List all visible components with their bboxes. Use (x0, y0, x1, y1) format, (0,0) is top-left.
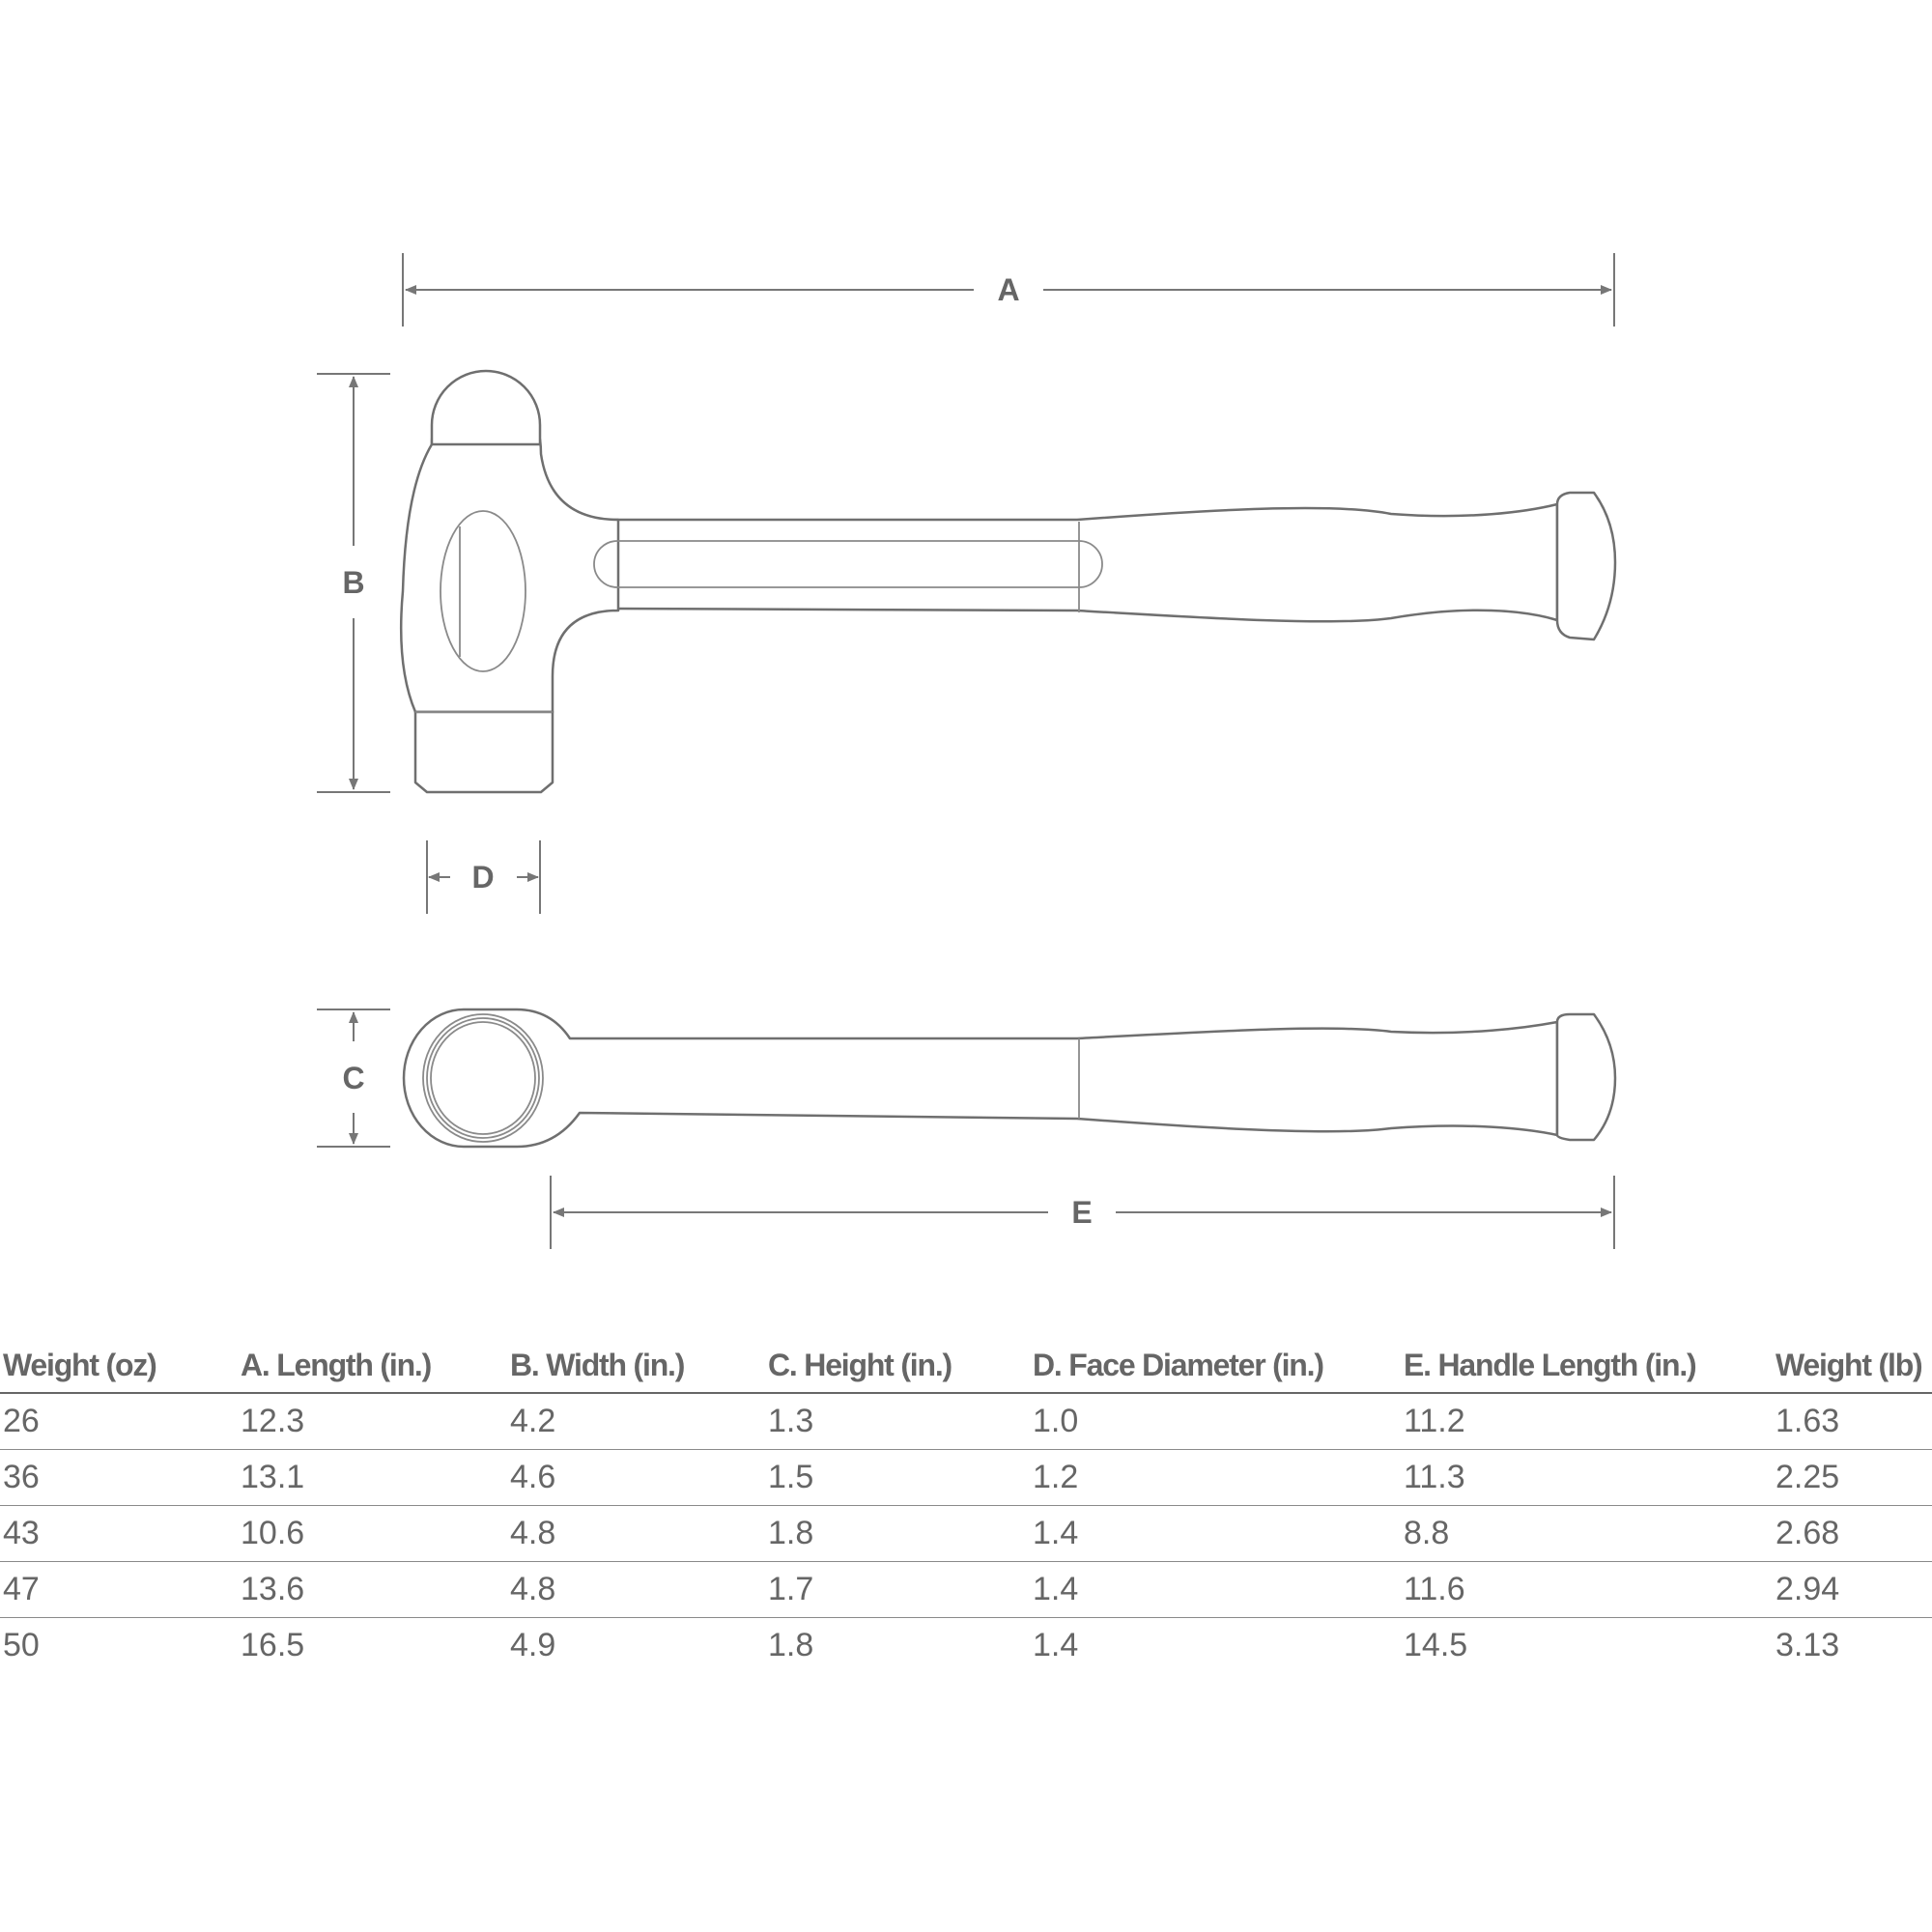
dimension-e-label: E (1071, 1195, 1093, 1230)
table-cell: 1.8 (768, 1627, 814, 1663)
hammer-top-view (404, 1009, 1615, 1147)
table-cell: 4.2 (507, 1393, 765, 1450)
table-row (0, 1562, 1932, 1618)
table-cell: 3.13 (1776, 1627, 1840, 1663)
table-cell: 16.5 (241, 1627, 305, 1663)
table-cell: 43 (0, 1506, 238, 1562)
table-cell: 1.3 (765, 1393, 1030, 1450)
table-cell: 36 (0, 1450, 238, 1506)
table-cell: 14.5 (1404, 1627, 1468, 1663)
table-cell: 1.63 (1773, 1393, 1932, 1450)
table-cell: 8.8 (1401, 1506, 1773, 1562)
table-cell: 2.25 (1773, 1450, 1932, 1506)
dimension-a (403, 253, 1614, 327)
table-cell: 11.6 (1401, 1562, 1773, 1618)
header-weight-lb: Weight (lb) (1773, 1338, 1932, 1393)
dimension-b-label: B (342, 565, 365, 600)
table-cell: 13.1 (238, 1450, 507, 1506)
table-cell: 4.9 (510, 1627, 556, 1663)
table-cell: 10.6 (238, 1506, 507, 1562)
table-cell: 11.3 (1401, 1450, 1773, 1506)
table-row (0, 1618, 1932, 1674)
table-cell: 1.4 (1033, 1627, 1079, 1663)
table-cell: 26 (0, 1393, 238, 1450)
table-cell: 12.3 (238, 1393, 507, 1450)
table-cell: 1.0 (1030, 1393, 1401, 1450)
table-row (0, 1506, 1932, 1562)
header-height: C. Height (in.) (765, 1338, 1030, 1393)
table-cell: 1.8 (765, 1506, 1030, 1562)
header-face-diameter: D. Face Diameter (in.) (1030, 1338, 1401, 1393)
table-cell: 4.8 (507, 1562, 765, 1618)
dimension-d-label: D (471, 860, 495, 895)
table-cell: 1.4 (1030, 1506, 1401, 1562)
dimension-e (551, 1176, 1614, 1249)
hammer-side-view (401, 371, 1615, 792)
dimension-b (317, 374, 390, 792)
specifications-table (0, 1338, 1932, 1673)
table-row (0, 1393, 1932, 1450)
header-width: B. Width (in.) (507, 1338, 765, 1393)
table-cell: 11.2 (1401, 1393, 1773, 1450)
table-cell: 1.7 (765, 1562, 1030, 1618)
dimension-c-label: C (342, 1061, 365, 1095)
header-length: A. Length (in.) (238, 1338, 507, 1393)
table-cell: 47 (0, 1562, 238, 1618)
table-cell: 13.6 (238, 1562, 507, 1618)
table-header-row (0, 1338, 1932, 1393)
table-cell: 1.4 (1030, 1562, 1401, 1618)
header-weight-oz: Weight (oz) (0, 1338, 238, 1393)
dimension-d (427, 840, 540, 914)
dimension-a-label: A (997, 272, 1020, 307)
table-row (0, 1450, 1932, 1506)
dimension-c (317, 1009, 390, 1147)
table-cell: 4.6 (507, 1450, 765, 1506)
table-cell: 2.68 (1773, 1506, 1932, 1562)
table-cell: 2.94 (1773, 1562, 1932, 1618)
table-cell: 1.2 (1030, 1450, 1401, 1506)
header-handle-length: E. Handle Length (in.) (1401, 1338, 1773, 1393)
table-cell: 1.5 (765, 1450, 1030, 1506)
table-cell: 4.8 (507, 1506, 765, 1562)
table-cell: 50 (3, 1627, 40, 1663)
